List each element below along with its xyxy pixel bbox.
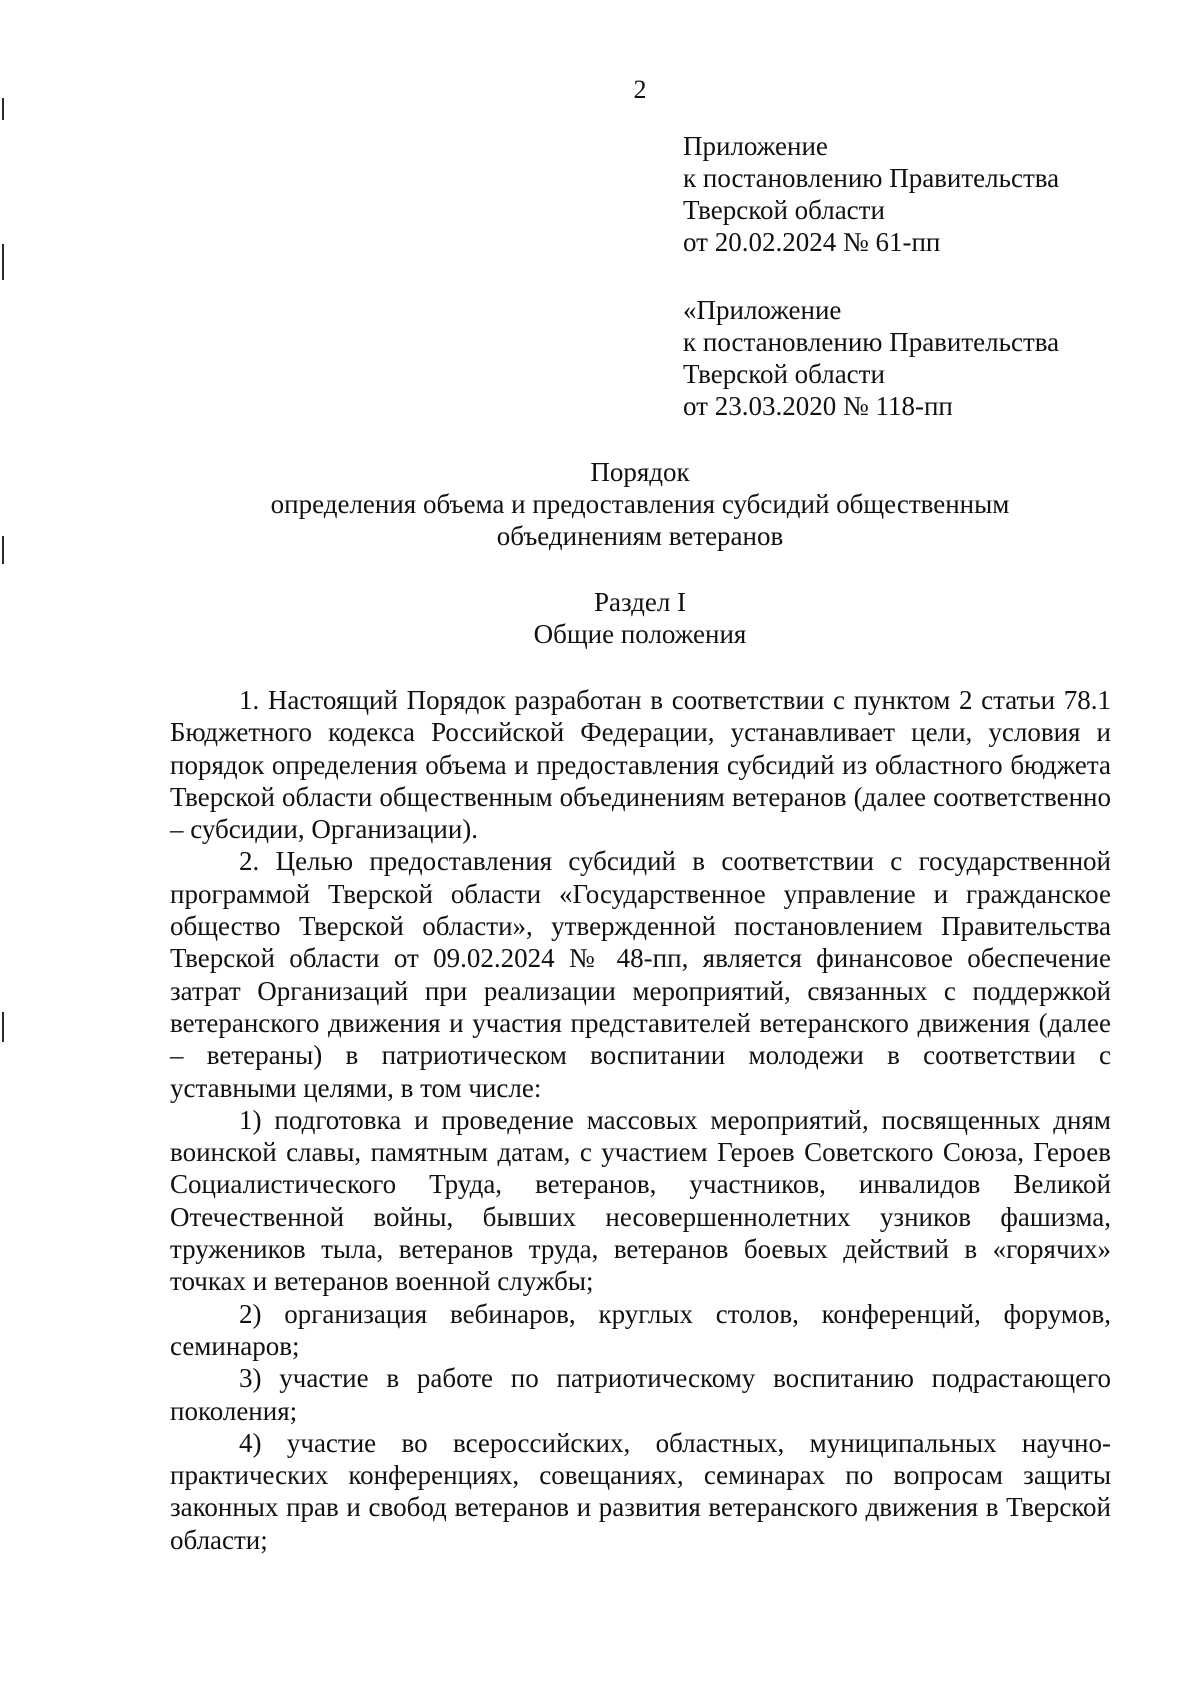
appendix-header-current: [683, 130, 1059, 258]
page-number: 2: [633, 75, 647, 104]
appendix-line: к постановлению Правительства: [683, 163, 1060, 193]
section-heading: [170, 586, 1110, 650]
appendix-line: от 20.02.2024 № 61-пп: [683, 227, 941, 257]
document-title: [170, 456, 1110, 552]
scan-edge-mark: [2, 536, 4, 564]
appendix-line: Тверской области: [683, 195, 885, 225]
list-item: 1) подготовка и проведение массовых мероприятий, посвященных дням воинской славы, памятным датам, с участием Героев Советского Союза, Героев Социалистического Труда, ветеранов, участников, инвалидов Великой Отечественной войны, бывших несовершеннолетних узников фашизма, тружеников тыла, ветеранов труда, ветеранов боевых действий в «горячих» точках и ветеранов военной службы;: [170, 1104, 1111, 1297]
title-line: объединениям ветеранов: [496, 521, 784, 551]
appendix-header-previous: [683, 294, 1059, 422]
appendix-line: к постановлению Правительства: [683, 327, 1060, 357]
appendix-line: Тверской области: [683, 359, 885, 389]
appendix-line: «Приложение: [683, 295, 842, 325]
section-name: Общие положения: [533, 619, 747, 649]
paragraph: 2. Целью предоставления субсидий в соответствии с государственной программой Тверской области «Государственное управление и гражданское общество Тверской области», утвержденной постановлением Правительства Тверской области от 09.02.2024 № 48-пп, является финансовое обеспечение затрат Организаций при реализации мероприятий, связанных с поддержкой ветеранского движения и участия представителей ветеранского движения (далее – ветераны) в патриотическом воспитании молодежи в соответствии с уставными целями, в том числе:: [170, 846, 1111, 1103]
paragraph: 1. Настоящий Порядок разработан в соответствии с пунктом 2 статьи 78.1 Бюджетного кодекса Российской Федерации, устанавливает цели, условия и порядок определения объема и предоставления субсидий из областного бюджета Тверской области общественным объединениям ветеранов (далее соответственно – субсидии, Организации).: [170, 685, 1111, 845]
title-line: определения объема и предоставления субсидий общественным: [270, 489, 1010, 519]
section-number: Раздел I: [593, 587, 687, 617]
list-item: 4) участие во всероссийских, областных, муниципальных научно-практических конференциях, совещаниях, семинарах по вопросам защиты законных прав и свобод ветеранов и развития ветеранского движения в Тверской области;: [170, 1427, 1111, 1555]
title-line: Порядок: [590, 457, 690, 487]
appendix-line: от 23.03.2020 № 118-пп: [683, 391, 953, 421]
list-item: 3) участие в работе по патриотическому воспитанию подрастающего поколения;: [170, 1363, 1111, 1426]
list-item: 2) организация вебинаров, круглых столов, конференций, форумов, семинаров;: [170, 1298, 1111, 1361]
appendix-line: Приложение: [683, 131, 828, 161]
document-body: [170, 684, 1111, 1556]
scan-edge-mark: [2, 244, 4, 280]
scan-edge-mark: [2, 1012, 4, 1042]
